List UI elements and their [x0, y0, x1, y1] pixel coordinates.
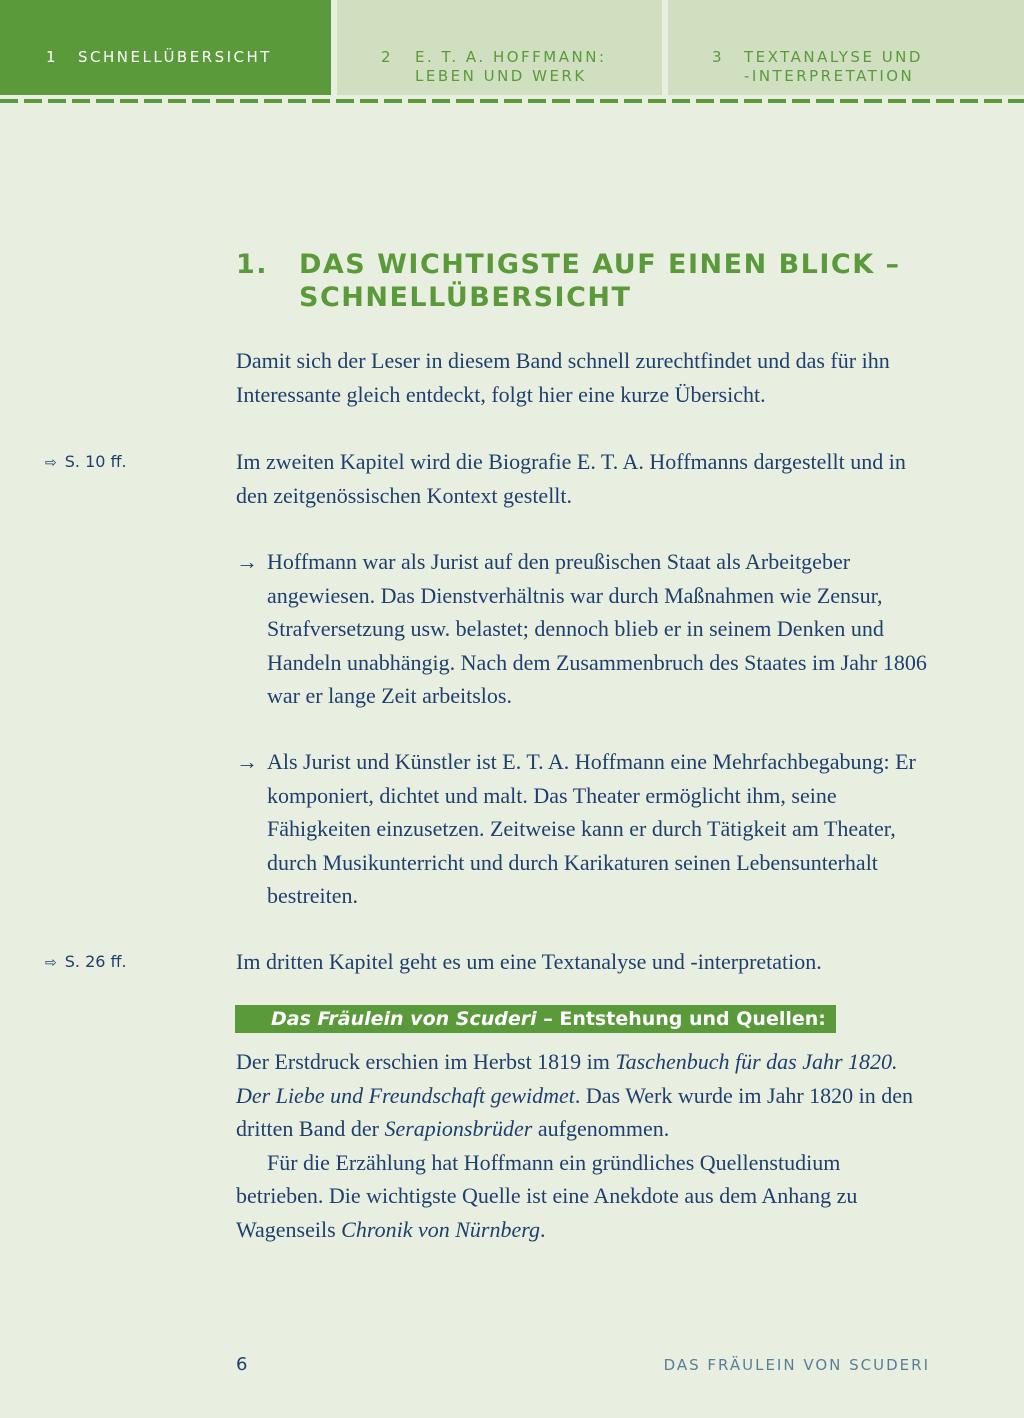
list-item-text: Als Jurist und Künstler ist E. T. A. Hoffmann eine Mehrfachbegabung: Er komponiert, dichtet und malt. Das Theater ermöglicht ihm, seine Fähigkeiten einzusetzen. Zeitweise kann er durch Tätigkeit am Theater, durch Musikunterricht und durch Karikaturen seinen Lebensunterhalt bestreiten. [267, 749, 916, 908]
page-number: 6 [236, 1354, 248, 1375]
tab-number: 3 [712, 48, 725, 66]
page-reference[interactable] [45, 452, 127, 471]
chapter-tabs [0, 0, 1024, 95]
page-reference-text: S. 10 ff. [64, 452, 127, 471]
chapter2-paragraph: Im zweiten Kapitel wird die Biografie E. T. A. Hoffmanns dargestellt und in den zeitgenössischen Kontext gestellt. [236, 449, 906, 508]
text-run: aufgenommen. [532, 1116, 670, 1141]
italic-title: Chronik von Nürnberg [341, 1216, 540, 1242]
banner-title-rest: – Entstehung und Quellen: [536, 1008, 826, 1030]
chapter3-paragraph: Im dritten Kapitel geht es um eine Textanalyse und -interpretation. [236, 949, 822, 974]
page-reference[interactable] [45, 952, 127, 971]
list-item [236, 545, 930, 713]
text-run: . Das Werk wurde im Jahr 1820 in den dritten Band der [236, 1082, 914, 1141]
arrow-right-outline-icon: ⇨ [45, 455, 57, 471]
page-reference-text: S. 26 ff. [64, 952, 127, 971]
chapter-heading-title: DAS WICHTIGSTE AUF EINEN BLICK – SCHNELLÜBERSICHT [299, 249, 901, 313]
tab-label: E. T. A. HOFFMANN: LEBEN UND WERK [415, 48, 607, 85]
tab-label: TEXTANALYSE UND -INTERPRETATION [744, 48, 923, 85]
body-paragraph [236, 1045, 930, 1246]
text-run: Der Erstdruck erschien im Herbst 1819 im [236, 1049, 616, 1074]
text-run: Für die Erzählung hat Hoffmann ein gründliches Quellenstudium betrieben. Die wichtigste Quelle ist eine Anekdote aus dem Anhang zu Wagenseils [236, 1149, 858, 1242]
arrow-right-icon: → [236, 749, 258, 774]
tab-schnelluebersicht[interactable] [0, 0, 331, 95]
banner-title-italic: Das Fräulein von Scuderi [271, 1008, 537, 1030]
tab-number: 2 [381, 48, 394, 66]
arrow-right-icon: → [236, 549, 258, 574]
tab-hoffmann-leben-und-werk[interactable] [337, 0, 662, 95]
tab-label: SCHNELLÜBERSICHT [78, 48, 272, 66]
chapter-heading-number: 1. [236, 249, 269, 280]
arrow-right-outline-icon: ⇨ [45, 955, 57, 971]
list-item [236, 745, 930, 913]
running-footer-title: DAS FRÄULEIN VON SCUDERI [663, 1356, 930, 1374]
dashed-divider [0, 99, 1024, 103]
indented-paragraph [236, 1146, 930, 1247]
intro-paragraph: Damit sich der Leser in diesem Band schnell zurechtfindet und das für ihn Interessante gleich entdeckt, folgt hier eine kurze Übersicht. [236, 348, 890, 407]
text-run: . [539, 1216, 546, 1242]
italic-title: Taschenbuch für das Jahr 1820. Der Liebe und Freundschaft gewidmet [236, 1049, 898, 1108]
tab-number: 1 [46, 48, 59, 66]
section-banner [235, 1005, 836, 1033]
italic-title: Serapionsbrüder [384, 1116, 533, 1141]
list-item-text: Hoffmann war als Jurist auf den preußischen Staat als Arbeitgeber angewiesen. Das Dienstverhältnis war durch Maßnahmen wie Zensur, Strafversetzung usw. belastet; dennoch blieb er in seinem Denken und Handeln unabhängig. Nach dem Zusammenbruch des Staates im Jahr 1806 war er lange Zeit arbeitslos. [267, 549, 927, 708]
tab-textanalyse[interactable] [668, 0, 1024, 95]
